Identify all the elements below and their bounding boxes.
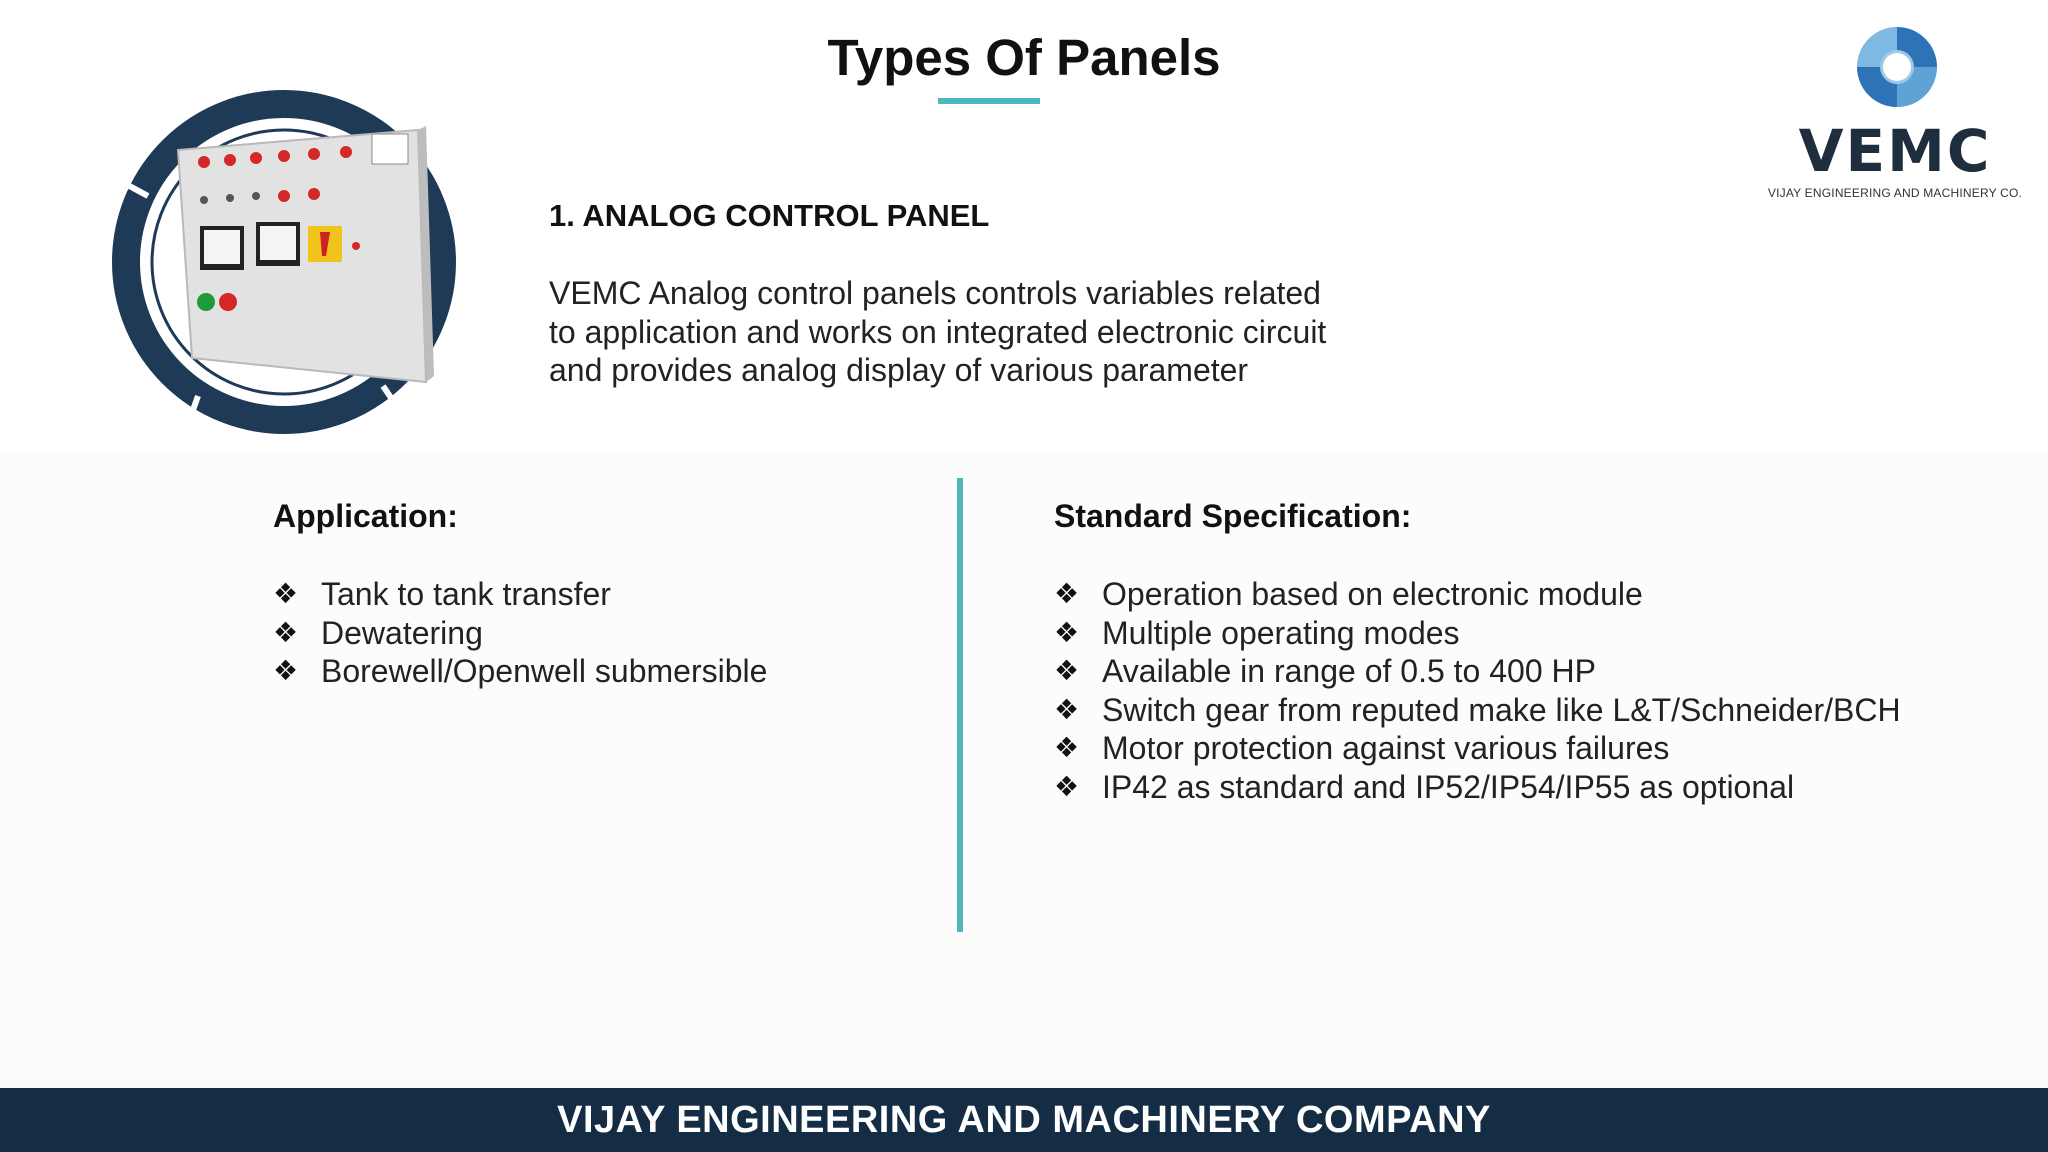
list-item: ❖ Multiple operating modes bbox=[1054, 614, 1460, 651]
list-item: ❖ IP42 as standard and IP52/IP54/IP55 as optional bbox=[1054, 768, 1795, 805]
bullet-icon: ❖ bbox=[273, 577, 299, 610]
analog-control-panel-image bbox=[108, 86, 460, 438]
list-item: ❖ Tank to tank transfer bbox=[273, 576, 611, 612]
bullet-icon: ❖ bbox=[1054, 692, 1080, 726]
application-list bbox=[273, 575, 767, 691]
page-title: Types Of Panels bbox=[827, 29, 1221, 86]
description-line: to application and works on integrated electronic circuit bbox=[549, 313, 1327, 350]
bullet-icon: ❖ bbox=[1054, 731, 1080, 764]
vemc-logo bbox=[1765, 22, 2025, 200]
column-divider bbox=[957, 478, 963, 932]
list-item: ❖ Switch gear from reputed make like L&T/Schneider/BCH bbox=[1054, 691, 1901, 728]
panel-heading: 1. ANALOG CONTROL PANEL bbox=[549, 198, 990, 233]
bullet-icon: ❖ bbox=[273, 615, 299, 649]
bullet-icon: ❖ bbox=[1054, 615, 1080, 649]
list-item: ❖ Dewatering bbox=[273, 614, 483, 651]
panel-description bbox=[549, 274, 1449, 390]
description-line: VEMC Analog control panels controls variables related bbox=[549, 275, 1321, 311]
bullet-icon: ❖ bbox=[273, 654, 299, 687]
bullet-icon: ❖ bbox=[1054, 577, 1080, 610]
footer-banner: VIJAY ENGINEERING AND MACHINERY COMPANY bbox=[0, 1088, 2048, 1152]
list-item: ❖ Motor protection against various failures bbox=[1054, 730, 1670, 766]
bullet-icon: ❖ bbox=[1054, 654, 1080, 687]
description-line: and provides analog display of various parameter bbox=[549, 352, 1249, 388]
list-item: ❖ Available in range of 0.5 to 400 HP bbox=[1054, 653, 1596, 689]
logo-subtitle: VIJAY ENGINEERING AND MACHINERY CO. bbox=[1767, 186, 2023, 200]
list-item: ❖ Borewell/Openwell submersible bbox=[273, 653, 768, 689]
list-item: ❖ Operation based on electronic module bbox=[1054, 576, 1643, 612]
vemc-logo-icon bbox=[1852, 22, 1942, 112]
bullet-icon: ❖ bbox=[1054, 769, 1080, 803]
title-underline bbox=[938, 98, 1040, 104]
logo-wordmark: VEMC bbox=[1798, 117, 1992, 185]
specification-heading: Standard Specification: bbox=[1054, 498, 1412, 534]
specification-list bbox=[1054, 575, 1901, 806]
application-heading: Application: bbox=[273, 498, 458, 534]
